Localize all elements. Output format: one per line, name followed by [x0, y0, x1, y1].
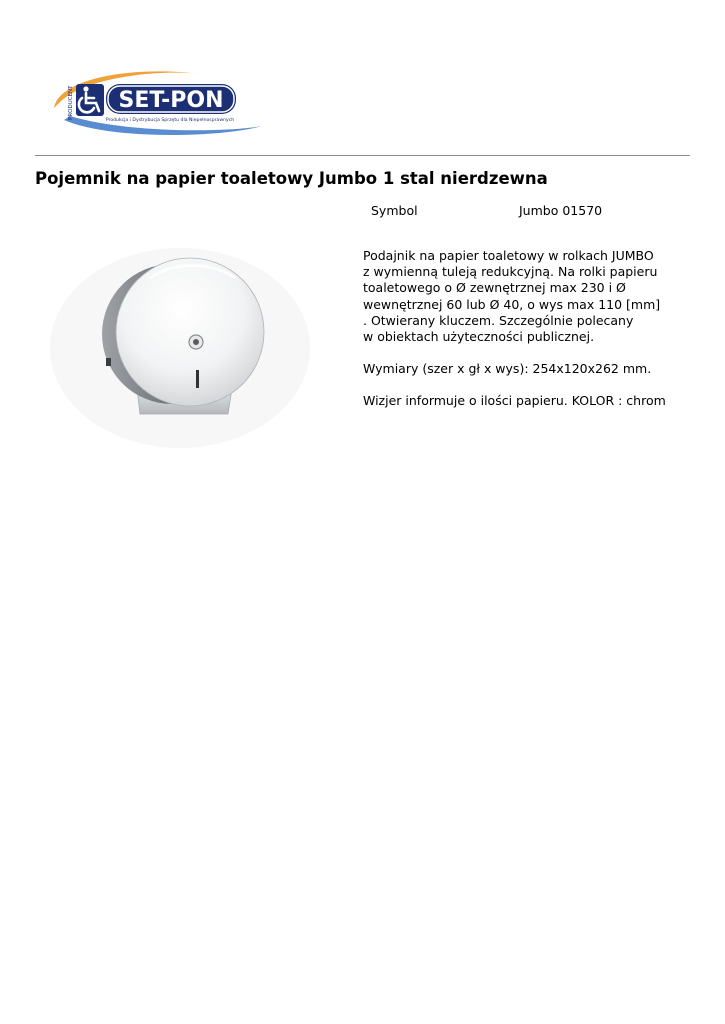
product-title: Pojemnik na papier toaletowy Jumbo 1 stal nierdzewna: [35, 169, 548, 188]
description-line: Podajnik na papier toaletowy w rolkach JUMBO: [363, 248, 654, 263]
description-paragraph: [363, 248, 683, 345]
logo-brand-text: SET-PON: [118, 88, 224, 113]
description-line: toaletowego o Ø zewnętrznej max 230 i Ø: [363, 280, 626, 296]
description-line: z wymienną tuleją redukcyjną. Na rolki papieru: [363, 264, 658, 280]
symbol-label: Symbol: [371, 203, 418, 218]
set-pon-logo-graphic: [50, 68, 265, 136]
company-logo: [50, 68, 265, 136]
logo-tagline: Produkcja i Dystrybucja Sprzętu dla Niepełnosprawnych: [105, 118, 235, 123]
product-description: [363, 248, 683, 426]
logo-vertical-text: PRODUCENT: [68, 85, 74, 120]
description-line: wewnętrznej 60 lub Ø 40, o wys max 110 [mm]: [363, 296, 661, 312]
lock-keyhole: [193, 339, 199, 345]
dispenser-front: [116, 258, 264, 406]
description-line: . Otwierany kluczem. Szczególnie polecany: [363, 312, 634, 328]
description-line: w obiektach użyteczności publicznej.: [363, 329, 595, 345]
inspection-window: [196, 370, 199, 388]
symbol-value: Jumbo 01570: [519, 203, 603, 218]
window-info-line: Wizjer informuje o ilości papieru. KOLOR : chrom: [363, 393, 666, 409]
dispenser-illustration: [40, 238, 330, 453]
header-divider: [35, 155, 690, 156]
product-image: [40, 238, 330, 453]
dimensions-line: Wymiary (szer x gł x wys): 254x120x262 mm.: [363, 361, 652, 377]
window-info-text: [363, 393, 683, 409]
dimensions-text: [363, 361, 683, 377]
side-detail: [106, 358, 111, 366]
